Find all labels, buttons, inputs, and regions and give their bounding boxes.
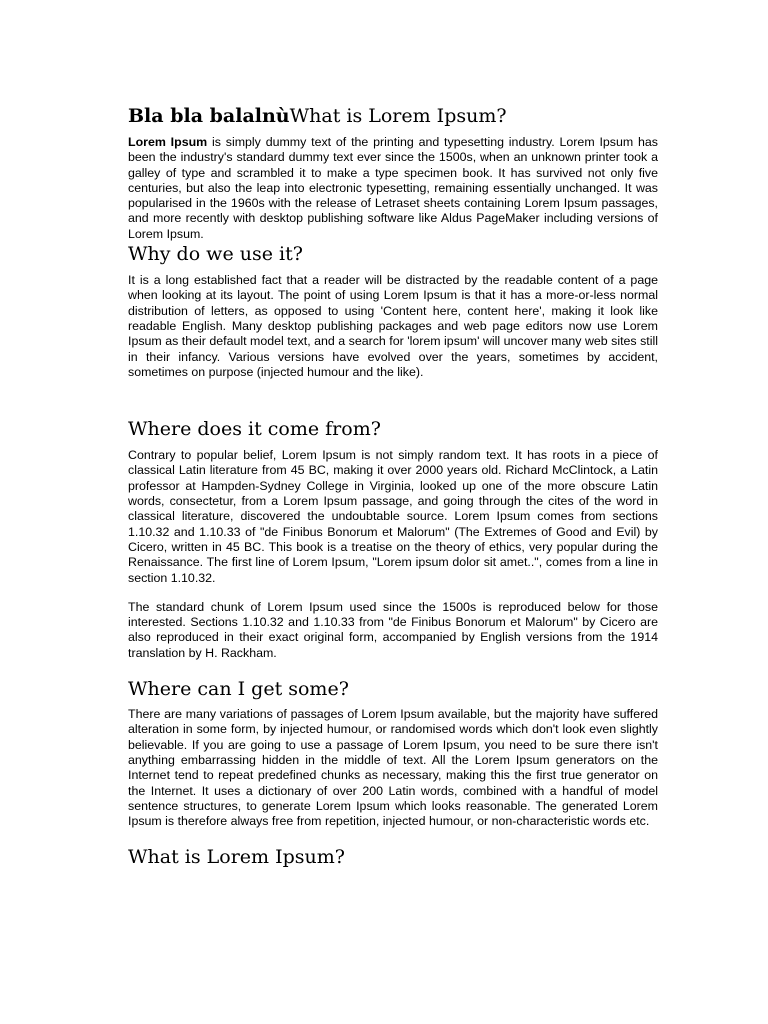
heading-what-is-lorem-ipsum-repeat: What is Lorem Ipsum? [128, 846, 345, 869]
paragraph-where-does-it-come-from: Contrary to popular belief, Lorem Ipsum is not simply random text. It has roots in a piece of classical Latin literature from 45 BC, making it over 2000 years old. Richard McClintock, a Latin professor at Hampden-Sydney College in Virginia, looked up one of the more obscure Latin words, consectetur, from a Lorem Ipsum passage, and going through the cites of the word in classical literature, discovered the undoubtable source. Lorem Ipsum comes from sections 1.10.32 and 1.10.33 of "de Finibus Bonorum et Malorum" (The Extremes of Good and Evil) by Cicero, written in 45 BC. This book is a treatise on the theory of ethics, very popular during the Renaissance. The first line of Lorem Ipsum, "Lorem ipsum dolor sit amet..", comes from a line in section 1.10.32. [128, 448, 658, 585]
heading-bold-prefix: Bla bla balalnù [128, 105, 290, 127]
heading-why-do-we-use-it: Why do we use it? [128, 243, 303, 266]
heading-where-can-i-get-some: Where can I get some? [128, 678, 349, 701]
document-page [128, 100, 658, 869]
paragraph-why-do-we-use-it: It is a long established fact that a reader will be distracted by the readable content of a page when looking at its layout. The point of using Lorem Ipsum is that it has a more-or-less normal distribution of letters, as opposed to using 'Content here, content here', making it look like readable English. Many desktop publishing packages and web page editors now use Lorem Ipsum as their default model text, and a search for 'lorem ipsum' will uncover many web sites still in their infancy. Various versions have evolved over the years, sometimes by accident, sometimes on purpose (injected humour and the like). [128, 273, 658, 379]
heading-what-is-lorem-ipsum [128, 104, 658, 128]
lead-bold-text: Lorem Ipsum [128, 135, 208, 149]
paragraph-text: is simply dummy text of the printing and typesetting industry. Lorem Ipsum has been the industry's standard dummy text ever since the 1500s, when an unknown printer took a galley of type and scrambled it to make a type specimen book. It has survived not only five centuries, but also the leap into electronic typesetting, remaining essentially unchanged. It was popularised in the 1960s with the release of Letraset sheets containing Lorem Ipsum passages, and more recently with desktop publishing software like Aldus PageMaker including versions of Lorem Ipsum. [128, 135, 658, 241]
heading-where-does-it-come-from: Where does it come from? [128, 418, 381, 441]
paragraph-standard-chunk: The standard chunk of Lorem Ipsum used since the 1500s is reproduced below for those interested. Sections 1.10.32 and 1.10.33 from "de Finibus Bonorum et Malorum" by Cicero are also reproduced in their exact original form, accompanied by English versions from the 1914 translation by H. Rackham. [128, 599, 658, 660]
paragraph-what-is-lorem-ipsum [128, 135, 658, 242]
heading-text: What is Lorem Ipsum? [289, 105, 507, 127]
paragraph-where-can-i-get-some: There are many variations of passages of Lorem Ipsum available, but the majority have suffered alteration in some form, by injected humour, or randomised words which don't look even slightly believable. If you are going to use a passage of Lorem Ipsum, you need to be sure there isn't anything embarrassing hidden in the middle of text. All the Lorem Ipsum generators on the Internet tend to repeat predefined chunks as necessary, making this the first true generator on the Internet. It uses a dictionary of over 200 Latin words, combined with a handful of model sentence structures, to generate Lorem Ipsum which looks reasonable. The generated Lorem Ipsum is therefore always free from repetition, injected humour, or non-characteristic words etc. [128, 707, 658, 829]
